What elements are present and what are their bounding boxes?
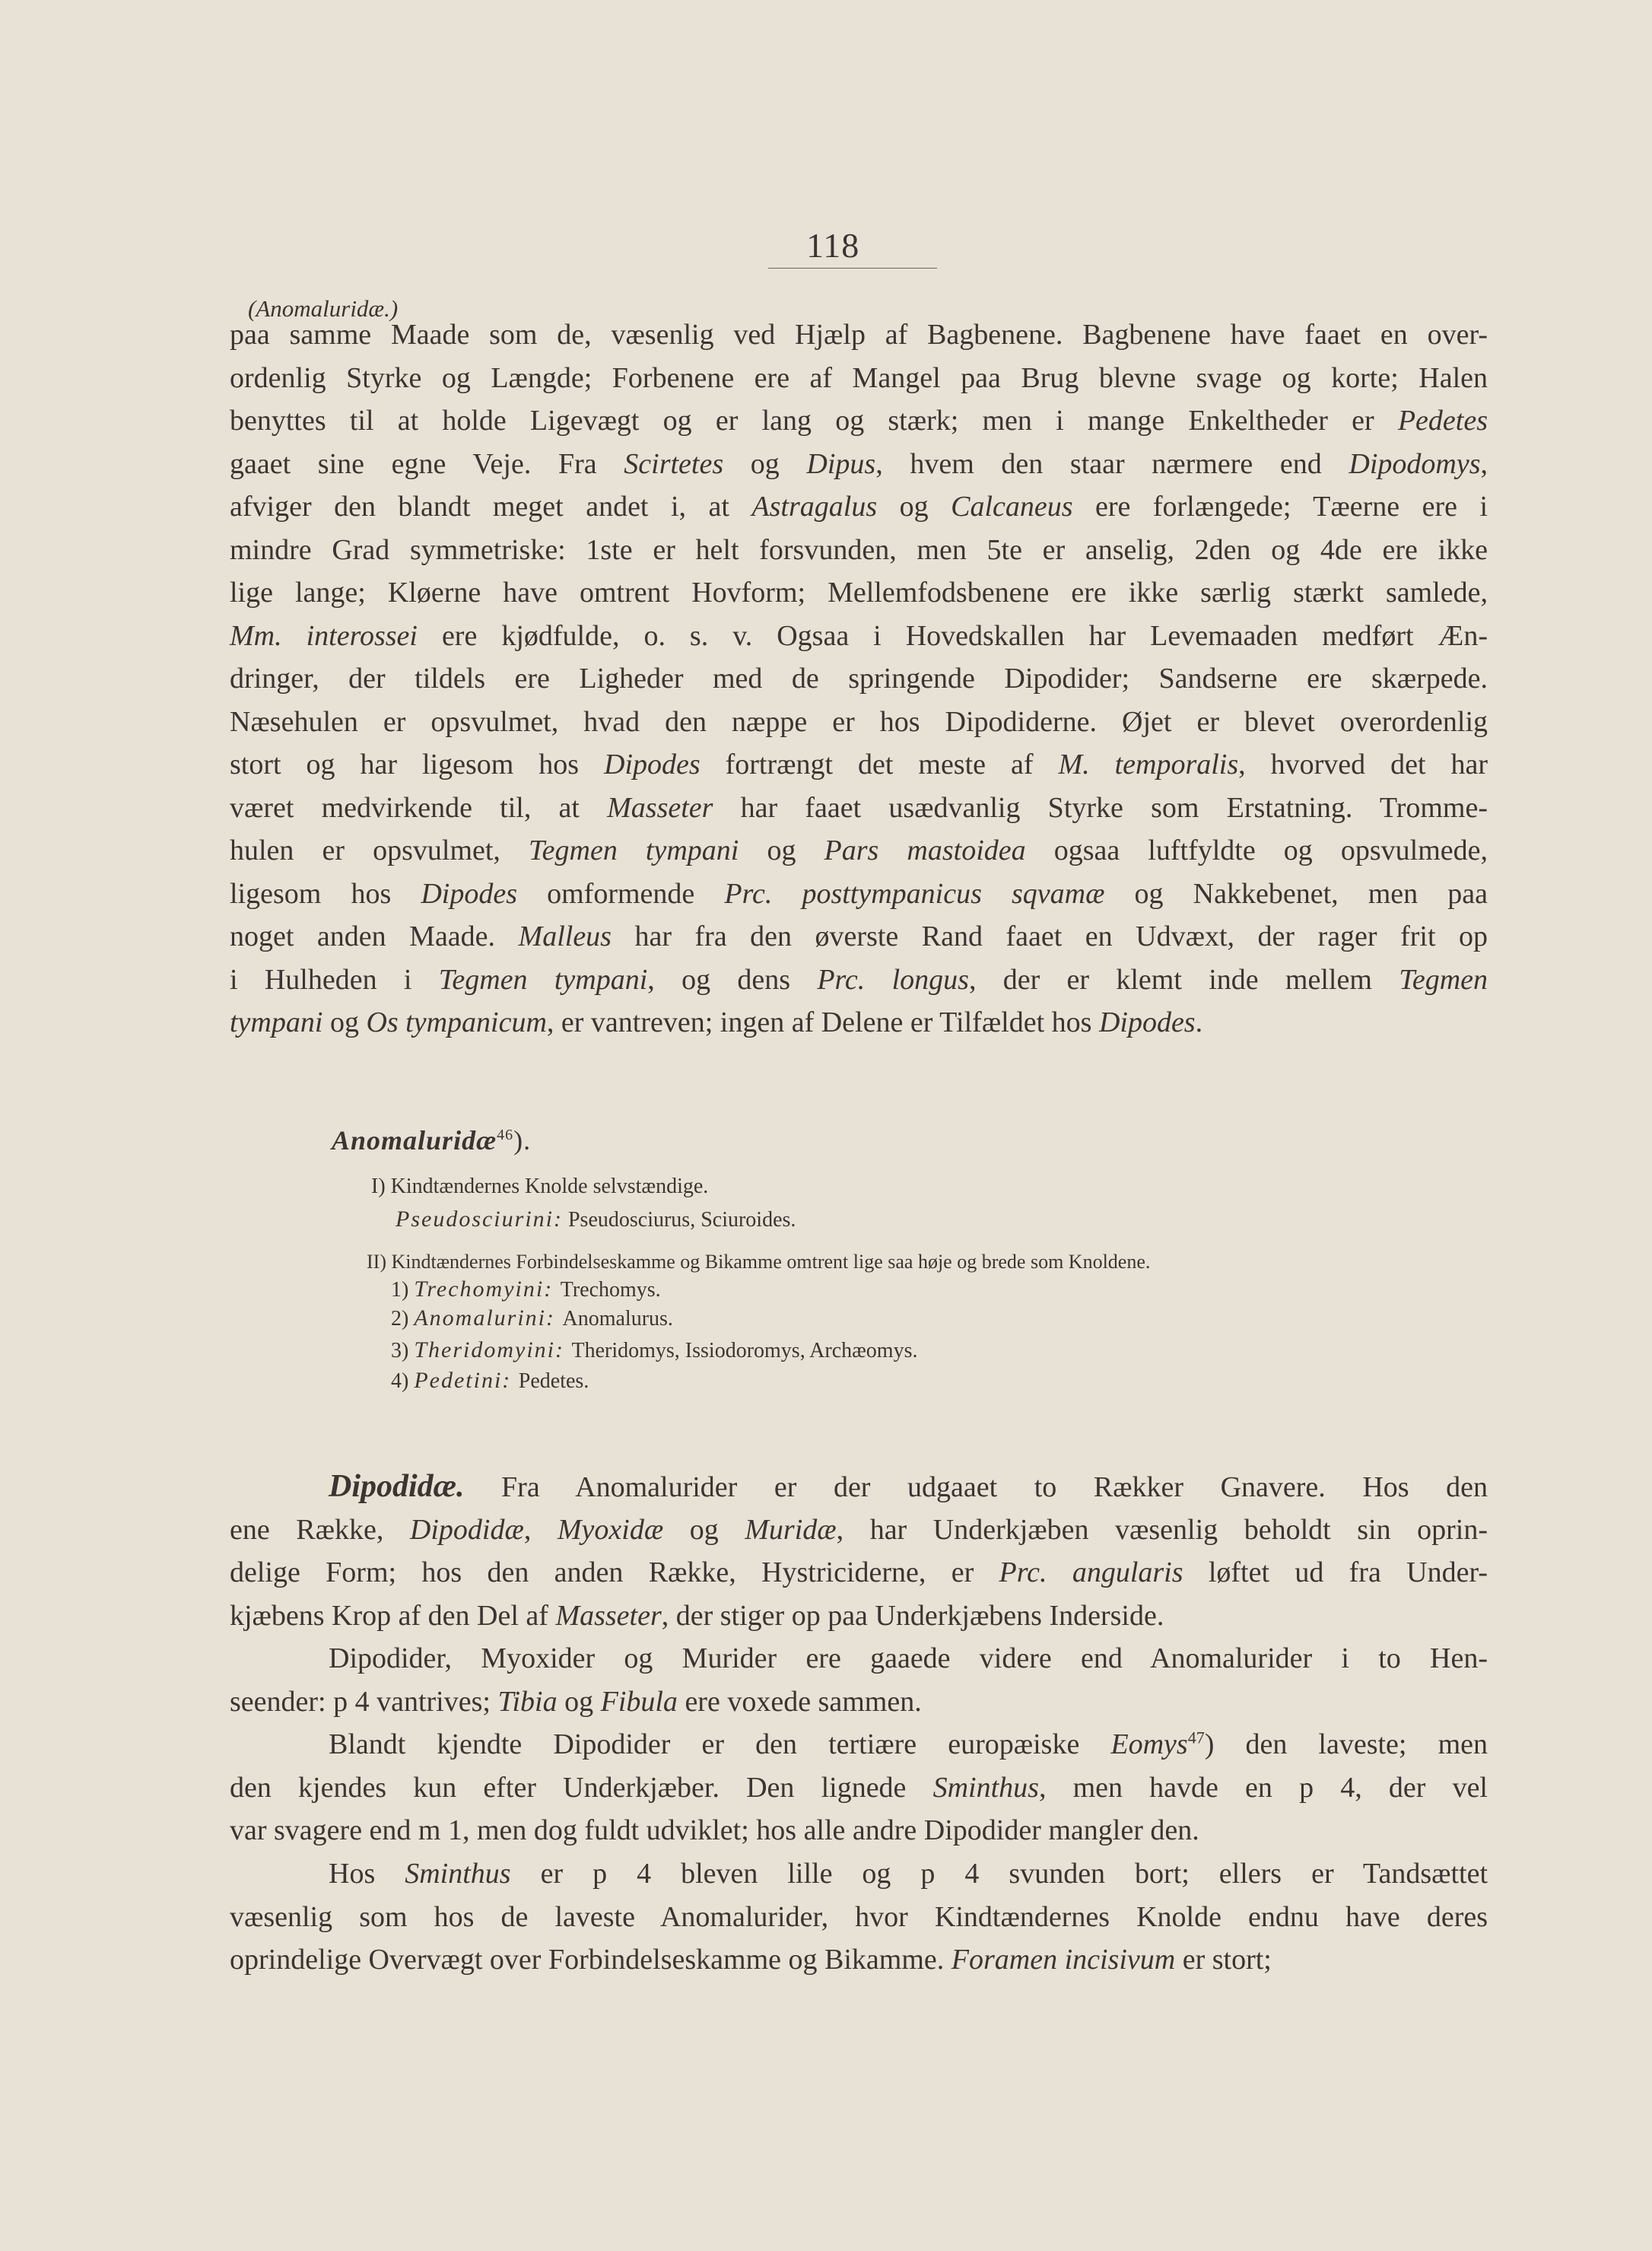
paragraph-dipodidae-line: delige Form; hos den anden Række, Hystriciderne, er Prc. angularis løftet ud fra Under- [230,1556,1488,1588]
paragraph-1-line: tympani og Os tympanicum, er vantreven; ingen af Delene er Tilfældet hos Dipodes. [230,1006,1203,1038]
class-I-tribe-name: Pseudosciurini: [396,1207,563,1232]
class-group-item [391,1277,661,1302]
class-I-label: I) Kindtændernes Knolde selvstændige. [371,1175,709,1198]
paragraph-3 [230,1637,1488,1723]
paragraph-5-line: væsenlig som hos de laveste Anomalurider, hvor Kindtændernes Knolde endnu have deres [230,1900,1488,1933]
paragraph-1-line: mindre Grad symmetriske: 1ste er helt forsvunden, men 5te er anselig, 2den og 4de ere ikke [230,533,1488,566]
paragraph-1-line: paa samme Maade som de, væsenlig ved Hjælp af Bagbenene. Bagbenene have faaet en over- [230,319,1488,351]
classification-heading-ref: 46 [497,1127,514,1143]
paragraph-1-line: afviger den blandt meget andet i, at Astragalus og Calcaneus ere forlængede; Tæerne ere i [230,491,1488,523]
paragraph-1-line: dringer, der tildels ere Ligheder med de springende Dipodider; Sandserne ere skærpede. [230,663,1488,695]
paragraph-5-line: Hos Sminthus er p 4 bleven lille og p 4 svunden bort; ellers er Tandsættet [329,1858,1488,1890]
paragraph-4-line: var svagere end m 1, men dog fuldt udviklet; hos alle andre Dipodider mangler den. [230,1814,1199,1846]
class-group-genera: Pedetes. [518,1369,589,1393]
class-group-name: Theridomyini: [414,1337,572,1362]
running-head: (Anomaluridæ.) [248,295,399,322]
classification-heading [332,1124,531,1156]
paragraph-1-line: benyttes til at holde Ligevægt og er lang og stærk; men i mange Enkeltheder er Pedetes [230,405,1488,437]
paragraph-1-line: gaaet sine egne Veje. Fra Scirtetes og Dipus, hvem den staar nærmere end Dipodomys, [230,447,1488,480]
paragraph-1-line: hulen er opsvulmet, Tegmen tympani og Pars mastoidea ogsaa luftfyldte og opsvulmede, [230,835,1488,866]
class-group-item [391,1305,673,1331]
class-group-number: 3) [391,1339,415,1362]
paragraph-1-line: i Hulheden i Tegmen tympani, og dens Prc. longus, der er klemt inde mellem Tegmen [230,963,1488,996]
class-group-number: 4) [391,1369,415,1393]
paragraph-4-line: den kjendes kun efter Underkjæber. Den lignede Sminthus, men havde en p 4, der vel [230,1771,1488,1804]
paragraph-3-line: Dipodider, Myoxider og Murider ere gaaede videre end Anomalurider i to Hen- [329,1642,1488,1674]
class-group-genera: Anomalurus. [562,1307,673,1331]
paragraph-4-line: Blandt kjendte Dipodider er den tertiære europæiske Eomys$^{47}$) den laveste; men [329,1728,1488,1760]
dipodidae-heading: Dipodidæ. [329,1469,465,1504]
paragraph-dipodidae [230,1465,1488,1637]
paragraph-1-line: Næsehulen er opsvulmet, hvad den næppe er hos Dipodiderne. Øjet er blevet overordenlig [230,705,1488,738]
paragraph-4 [230,1723,1488,1852]
class-group-genera: Trechomys. [560,1278,661,1302]
paragraph-3-line: seender: p 4 vantrives; Tibia og Fibula ere voxede sammen. [230,1685,922,1718]
classification-heading-name: Anomaluridæ [332,1125,497,1156]
class-group-item [391,1368,589,1394]
page-number-rule [768,268,937,269]
class-group-item [391,1337,917,1363]
paragraph-5-line: oprindelige Overvægt over Forbindelseskamme og Bikamme. Foramen incisivum er stort; [230,1944,1272,1976]
class-group-number: 1) [391,1278,415,1302]
class-group-name: Pedetini: [414,1368,519,1393]
classification-heading-close: ). [513,1125,532,1156]
paragraph-1-line: noget anden Maade. Malleus har fra den øverste Rand faaet en Udvæxt, der rager frit op [230,920,1488,952]
paragraph-1-line: lige lange; Kløerne have omtrent Hovform; Mellemfodsbenene ere ikke særlig stærkt samlede, [230,577,1488,609]
class-group-name: Anomalurini: [414,1305,563,1331]
class-I-tribe [396,1207,796,1232]
class-I-tribe-genera: Pseudosciurus, Sciuroides. [567,1208,796,1232]
paragraph-1-line: Mm. interossei ere kjødfulde, o. s. v. Ogsaa i Hovedskallen har Levemaaden medført Æn- [230,619,1488,652]
paragraph-dipodidae-line: ene Række, Dipodidæ, Myoxidæ og Muridæ, har Underkjæben væsenlig beholdt sin oprin- [230,1513,1488,1546]
paragraph-1 [230,313,1488,1044]
class-group-name: Trechomyini: [414,1277,561,1302]
paragraph-dipodidae-line: kjæbens Krop af den Del af Masseter, der stiger op paa Underkjæbens Inderside. [230,1599,1164,1632]
paragraph-dipodidae-line: Dipodidæ. Fra Anomalurider er der udgaaet to Rækker Gnavere. Hos den [329,1469,1488,1504]
page-number: 118 [806,226,860,265]
paragraph-1-line: været medvirkende til, at Masseter har faaet usædvanlig Styrke som Erstatning. Tromme- [230,791,1488,824]
paragraph-1-line: ligesom hos Dipodes omformende Prc. posttympanicus sqvamæ og Nakkebenet, men paa [230,877,1488,910]
class-group-genera: Theridomys, Issiodoromys, Archæomys. [571,1339,918,1362]
paragraph-1-line: stort og har ligesom hos Dipodes fortrængt det meste af M. temporalis, hvorved det har [230,749,1488,781]
class-II-label: II) Kindtændernes Forbindelseskamme og Bikamme omtrent lige saa høje og brede som Knoldene. [367,1251,1151,1273]
paragraph-1-line: ordenlig Styrke og Længde; Forbenene ere af Mangel paa Brug blevne svage og korte; Halen [230,361,1488,394]
paragraph-5 [230,1852,1488,1982]
class-group-number: 2) [391,1307,415,1331]
